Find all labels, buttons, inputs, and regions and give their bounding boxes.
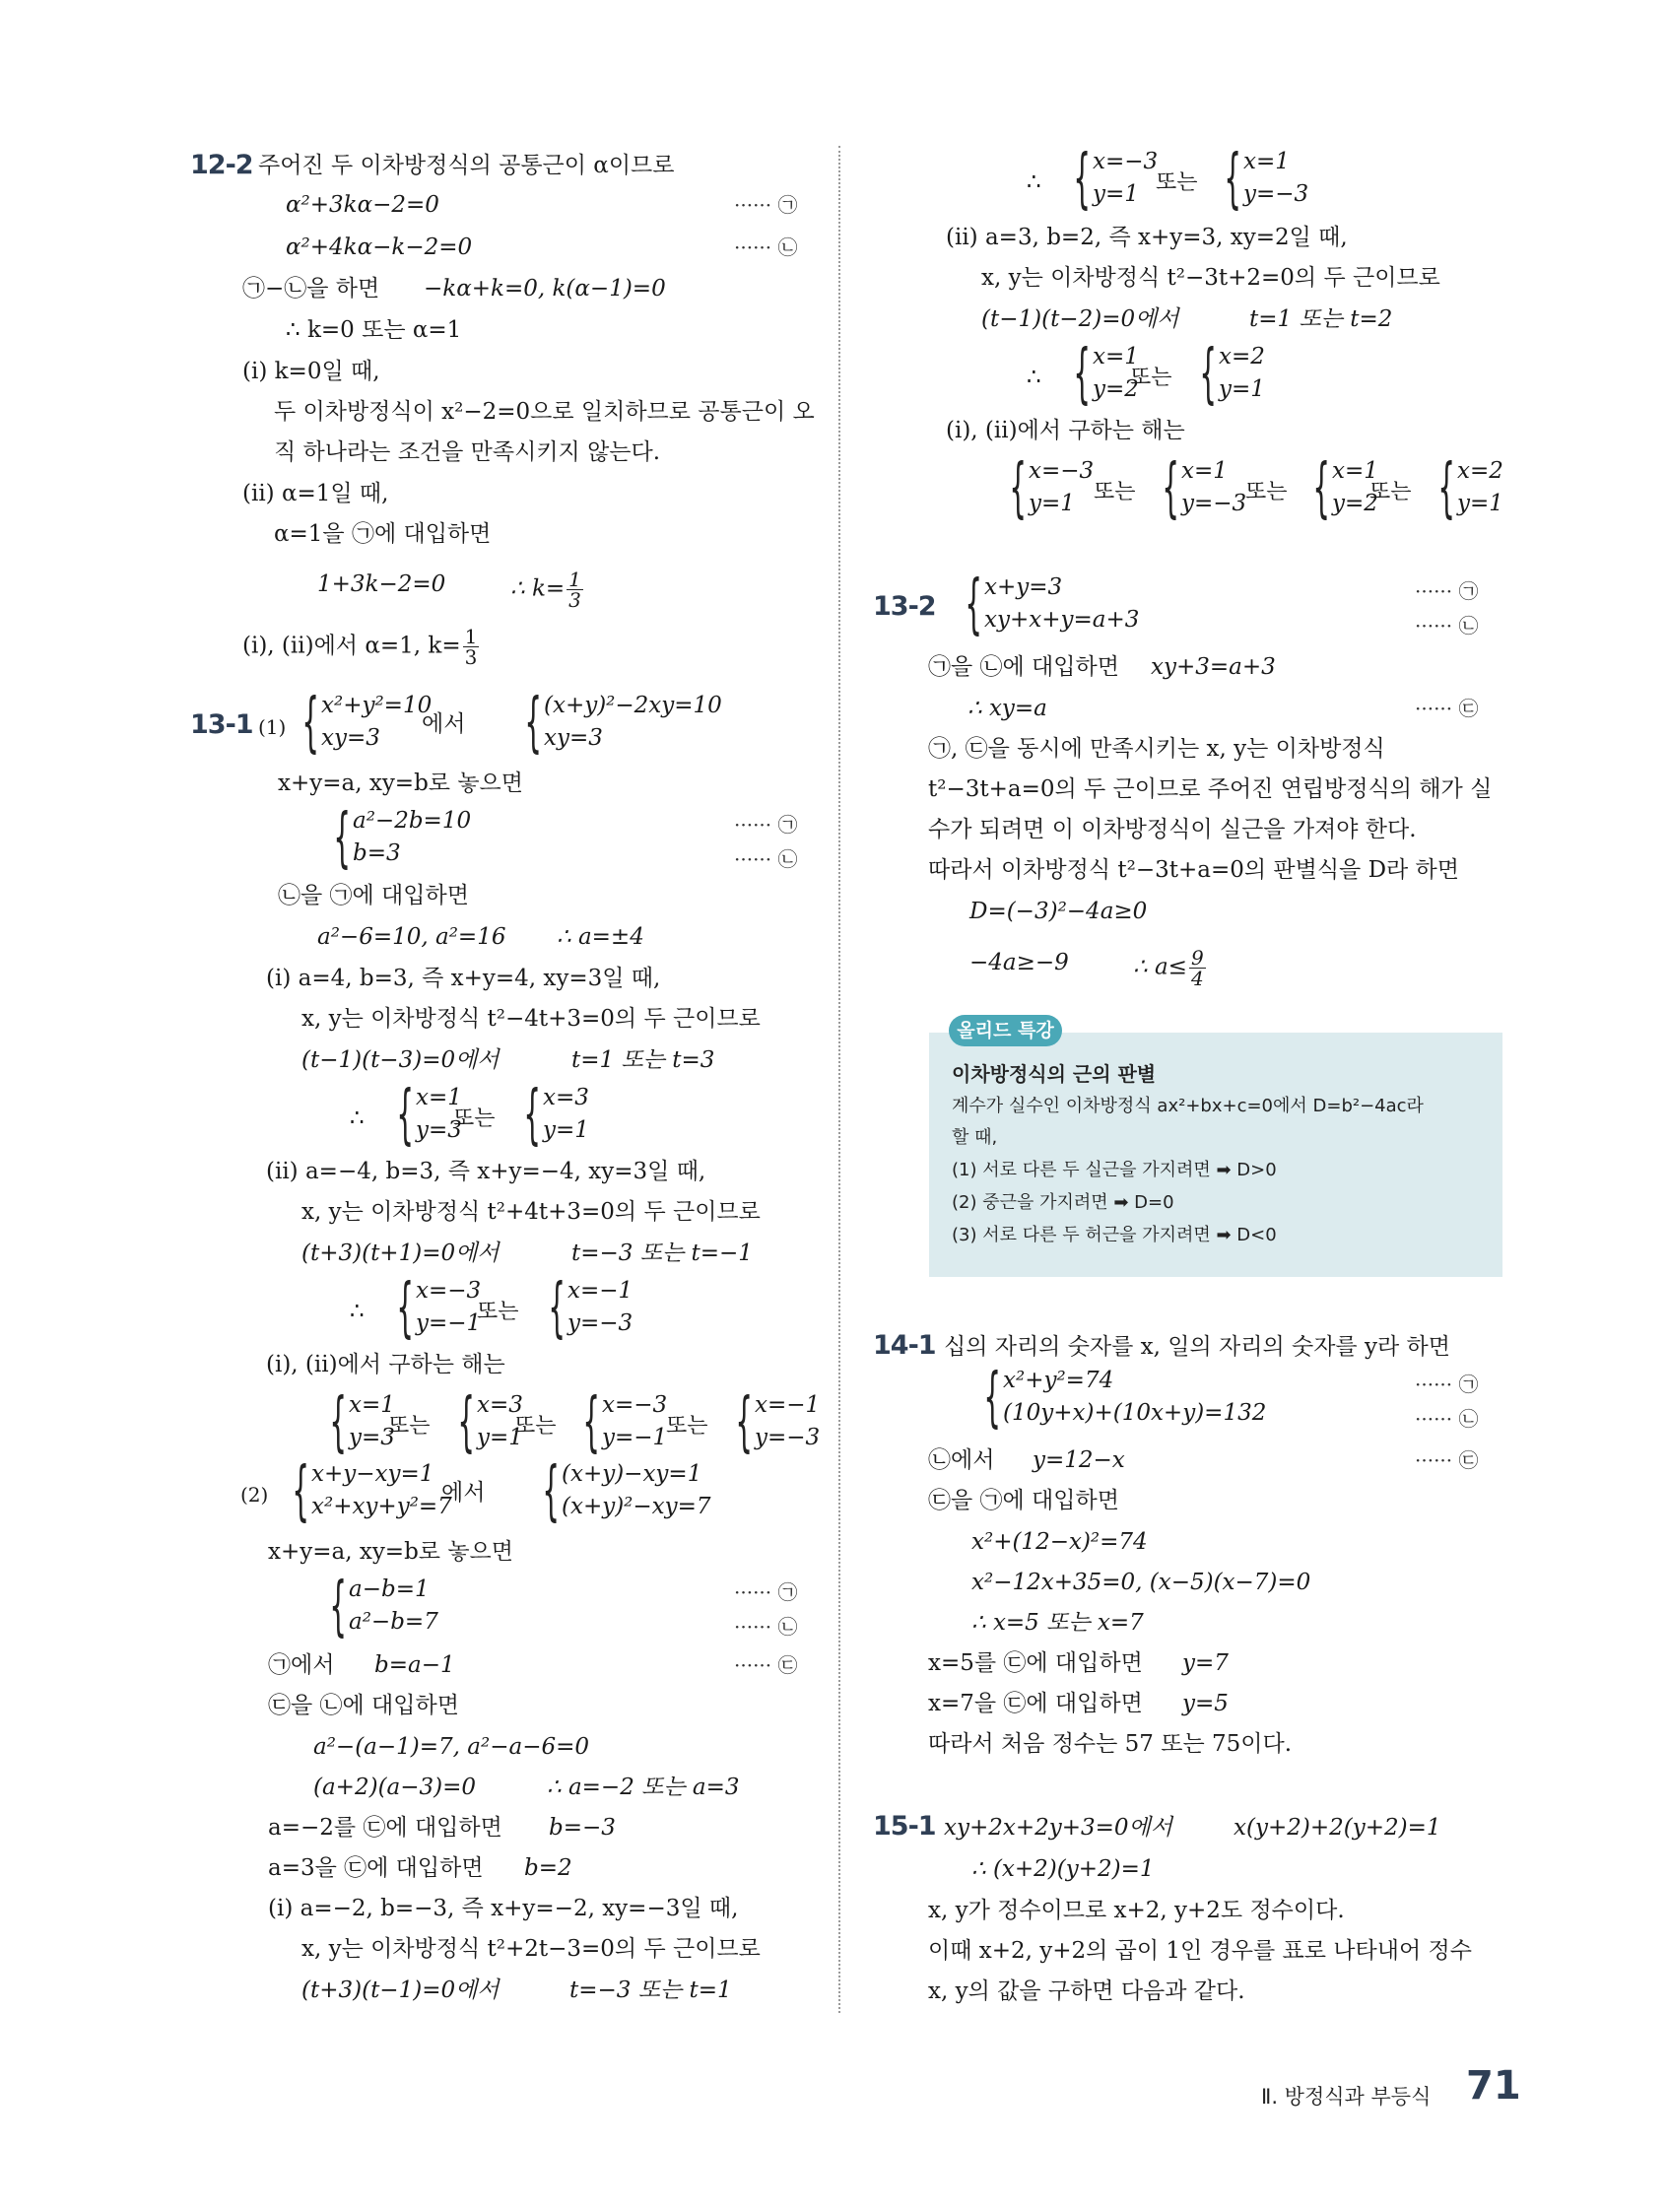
equation-result: ∴ x=5 또는 x=7: [971, 1610, 1144, 1636]
or-label: 또는: [1094, 480, 1136, 504]
therefore-symbol: ∴: [350, 1106, 365, 1131]
marker-3: ······ ㉢: [1415, 697, 1479, 720]
case-2-result: t=−3 또는 t=−1: [571, 1240, 753, 1266]
substitution-result: y=7: [1182, 1650, 1229, 1676]
equation: x(y+2)+2(y+2)=1: [1234, 1815, 1441, 1841]
case-1-result: t=−3 또는 t=1: [569, 1977, 732, 2003]
therefore-symbol: ∴: [350, 1299, 365, 1324]
case-2-text: x, y는 이차방정식 t²−3t+2=0의 두 근이므로: [981, 265, 1440, 291]
substitution-step: ㉢을 ㉡에 대입하면: [268, 1693, 459, 1718]
case-2-heading: (ⅱ) a=3, b=2, 즉 x+y=3, xy=2일 때,: [946, 225, 1348, 250]
tip-item: (2) 중근을 가지려면 ➡ D=0: [952, 1192, 1174, 1213]
explanation-text: 따라서 이차방정식 t²−3t+a=0의 판별식을 D라 하면: [928, 857, 1459, 883]
final-solution-4: { x=2 y=1: [1437, 449, 1503, 525]
problem-14-1-intro: 십의 자리의 숫자를 x, 일의 자리의 숫자를 y라 하면: [944, 1334, 1450, 1360]
system-1: { x+y−xy=1 x²+xy+y²=7: [292, 1452, 452, 1528]
or-label: 또는: [666, 1414, 708, 1439]
substitution-step: x=5를 ㉢에 대입하면: [928, 1650, 1143, 1676]
substitution-step: ㉢을 ㉠에 대입하면: [928, 1488, 1119, 1513]
solution-system: { x=−1 y=−3: [548, 1269, 634, 1345]
solution-system: { x=1 y=−3: [1224, 140, 1309, 216]
case-1-text: x, y는 이차방정식 t²+2t−3=0의 두 근이므로: [301, 1936, 761, 1962]
case-conclusion: (ⅰ), (ⅱ)에서 구하는 해는: [266, 1352, 505, 1377]
case-1-heading: (ⅰ) a=−2, b=−3, 즉 x+y=−2, xy=−3일 때,: [268, 1896, 739, 1921]
equation-2: α²+4kα−k−2=0: [286, 235, 473, 260]
from-equation: y=12−x: [1033, 1447, 1125, 1473]
marker-1: ······ ㉠: [1415, 1373, 1479, 1396]
equation: x²+(12−x)²=74: [971, 1529, 1148, 1555]
page-number: 71: [1466, 2063, 1521, 2109]
or-label: 또는: [388, 1414, 431, 1439]
tip-item: (1) 서로 다른 두 실근을 가지려면 ➡ D>0: [952, 1160, 1277, 1180]
step-subtract-eq: −kα+k=0, k(α−1)=0: [424, 276, 666, 302]
final-solution-1: { x=−3 y=1: [1009, 449, 1095, 525]
problem-number-13-2: 13-2: [873, 591, 936, 622]
explanation-text: ㉠, ㉢을 동시에 만족시키는 x, y는 이차방정식: [928, 736, 1385, 762]
system-2: { (x+y)−xy=1 (x+y)²−xy=7: [542, 1452, 711, 1528]
marker-1: ······ ㉠: [734, 1580, 798, 1604]
marker-2: ······ ㉡: [1415, 614, 1479, 637]
or-label: 또는: [477, 1300, 519, 1324]
equation: a²−(a−1)=7, a²−a−6=0: [313, 1734, 590, 1760]
explanation-text: x, y의 값을 구하면 다음과 같다.: [928, 1978, 1245, 2004]
solution-system: { x=2 y=1: [1199, 335, 1265, 411]
substitution-text: x+y=a, xy=b로 놓으면: [268, 1539, 513, 1565]
case-1-equation: (t−1)(t−3)=0에서: [301, 1047, 500, 1073]
tip-item: (3) 서로 다른 두 허근을 가지려면 ➡ D<0: [952, 1225, 1277, 1245]
case-2-text: x, y는 이차방정식 t²+4t+3=0의 두 근이므로: [301, 1199, 761, 1225]
substitution-text: x+y=a, xy=b로 놓으면: [278, 771, 523, 796]
final-solution-3: { x=1 y=2: [1312, 449, 1378, 525]
case-1-equation: (t+3)(t−1)=0에서: [301, 1977, 500, 2003]
substitution-equation: xy+3=a+3: [1151, 654, 1276, 680]
substitution-step: x=7을 ㉢에 대입하면: [928, 1691, 1143, 1716]
equation: xy+2x+2y+3=0에서: [944, 1815, 1172, 1841]
tip-badge: 올리드 특강: [949, 1015, 1062, 1046]
explanation-text: x, y가 정수이므로 x+2, y+2도 정수이다.: [928, 1898, 1345, 1923]
eseo-label: 에서: [441, 1480, 486, 1506]
equation-result: ∴ a=−2 또는 a=3: [547, 1775, 740, 1800]
equation: x²−12x+35=0, (x−5)(x−7)=0: [971, 1570, 1311, 1595]
marker-2: ······ ㉡: [1415, 1407, 1479, 1431]
system-2: { (x+y)²−2xy=10 xy=3: [524, 684, 722, 760]
discriminant-equation: D=(−3)²−4a≥0: [969, 899, 1148, 924]
eseo-label: 에서: [422, 711, 466, 737]
tip-text: 할 때,: [952, 1127, 998, 1148]
system-3: { a²−2b=10 b=3: [333, 799, 472, 875]
or-label: 또는: [1156, 170, 1198, 195]
marker-1: ······ ㉠: [734, 813, 798, 837]
equation-result: ∴ (x+2)(y+2)=1: [971, 1856, 1155, 1882]
substitution-step: a=−2를 ㉢에 대입하면: [268, 1815, 502, 1841]
final-solution-2: { x=3 y=1: [457, 1383, 523, 1459]
substitution-step: ㉠을 ㉡에 대입하면: [928, 654, 1119, 680]
case-1-text: 직 하나라는 조건을 만족시키지 않는다.: [274, 439, 661, 465]
equation-a: a²−6=10, a²=16: [317, 924, 506, 950]
or-label: 또는: [453, 1106, 496, 1131]
substitution-result: b=−3: [549, 1815, 616, 1841]
problem-number-14-1: 14-1: [873, 1330, 936, 1361]
from-equation: b=a−1: [374, 1652, 455, 1678]
marker-2: ······ ㉡: [734, 235, 798, 259]
equation-a-result: ∴ a=±4: [557, 924, 644, 950]
problem-number-12-2: 12-2: [190, 150, 253, 180]
marker-1: ······ ㉠: [1415, 579, 1479, 603]
tip-title: 이차방정식의 근의 판별: [952, 1062, 1157, 1086]
solution-system: { x=1 y=2: [1073, 335, 1139, 411]
solution-system: { x=3 y=1: [523, 1076, 589, 1152]
case-2-heading: (ⅱ) α=1일 때,: [242, 481, 389, 506]
marker-2: ······ ㉡: [734, 1615, 798, 1639]
problem-number-15-1: 15-1: [873, 1811, 936, 1842]
case-2-equation: (t−1)(t−2)=0에서: [981, 306, 1179, 332]
inequality-result: ∴ a≤ $\frac{9}{4}$: [1133, 946, 1204, 990]
case-2-equation: (t+3)(t+1)=0에서: [301, 1240, 500, 1266]
system-13-2: { x+y=3 xy+x+y=a+3: [965, 566, 1140, 641]
problem-12-2-intro: 주어진 두 이차방정식의 공통근이 α이므로: [258, 153, 675, 178]
system-3: { a−b=1 a²−b=7: [329, 1568, 438, 1643]
column-divider: [838, 146, 840, 2013]
marker-2: ······ ㉡: [734, 847, 798, 871]
explanation-text: 수가 되려면 이 이차방정식이 실근을 가져야 한다.: [928, 817, 1417, 842]
substitution-result: b=2: [524, 1855, 572, 1881]
final-solution-3: { x=−3 y=−1: [582, 1383, 668, 1459]
case-conclusion: (ⅰ), (ⅱ)에서 구하는 해는: [946, 418, 1185, 443]
final-solution-2: { x=1 y=−3: [1162, 449, 1247, 525]
therefore-symbol: ∴: [1027, 169, 1041, 195]
or-label: 또는: [1245, 480, 1288, 504]
case-2-heading: (ⅱ) a=−4, b=3, 즉 x+y=−4, xy=3일 때,: [266, 1159, 706, 1184]
case-2-result: ∴ k= $\frac{1}{3}$: [510, 568, 581, 612]
marker-1: ······ ㉠: [734, 193, 798, 217]
explanation-text: t²−3t+a=0의 두 근이므로 주어진 연립방정식의 해가 실: [928, 776, 1493, 802]
part-1-label: (1): [258, 715, 287, 739]
case-1-heading: (ⅰ) a=4, b=3, 즉 x+y=4, xy=3일 때,: [266, 966, 661, 991]
solution-system: { x=−3 y=1: [1073, 140, 1159, 216]
chapter-label: Ⅱ. 방정식과 부등식: [1261, 2085, 1432, 2109]
final-solution-1: { x=1 y=3: [329, 1383, 395, 1459]
substitution-step: a=3을 ㉢에 대입하면: [268, 1855, 484, 1881]
case-2-result: t=1 또는 t=2: [1249, 306, 1393, 332]
fraction: $\frac{1}{3}$: [568, 568, 581, 612]
solution-system: { x=−3 y=−1: [396, 1269, 482, 1345]
tip-text: 계수가 실수인 이차방정식 ax²+bx+c=0에서 D=b²−4ac라: [952, 1096, 1424, 1116]
system-14-1: { x²+y²=74 (10y+x)+(10x+y)=132: [983, 1359, 1267, 1435]
problem-number-13-1: 13-1: [190, 709, 253, 740]
solution-system: { x=1 y=3: [396, 1076, 462, 1152]
substitution-step: ㉡을 ㉠에 대입하면: [278, 883, 469, 908]
substitution-result: y=5: [1182, 1691, 1229, 1716]
case-2-text: α=1을 ㉠에 대입하면: [274, 521, 492, 547]
substitution-result: ∴ xy=a: [967, 696, 1047, 721]
or-label: 또는: [1130, 366, 1172, 390]
part-2-label: (2): [240, 1483, 269, 1507]
case-1-text: x, y는 이차방정식 t²−4t+3=0의 두 근이므로: [301, 1006, 761, 1032]
case-1-heading: (ⅰ) k=0일 때,: [242, 359, 380, 384]
problem-12-2-conclusion: (ⅰ), (ⅱ)에서 α=1, k= $\frac{1}{3}$: [242, 625, 478, 669]
marker-3: ······ ㉢: [1415, 1448, 1479, 1472]
fraction: $\frac{1}{3}$: [464, 625, 478, 669]
from-step: ㉠에서: [268, 1652, 335, 1678]
case-1-result: t=1 또는 t=3: [571, 1047, 715, 1073]
step-result: ∴ k=0 또는 α=1: [286, 317, 462, 343]
final-solution-4: { x=−1 y=−3: [735, 1383, 821, 1459]
equation: (a+2)(a−3)=0: [313, 1775, 477, 1800]
system-1: { x²+y²=10 xy=3: [301, 684, 433, 760]
or-label: 또는: [514, 1414, 557, 1439]
problem-14-1-conclusion: 따라서 처음 정수는 57 또는 75이다.: [928, 1731, 1293, 1757]
fraction: $\frac{9}{4}$: [1190, 946, 1204, 990]
inequality: −4a≥−9: [969, 950, 1069, 975]
therefore-symbol: ∴: [1027, 365, 1041, 390]
marker-3: ······ ㉢: [734, 1653, 798, 1677]
from-step: ㉡에서: [928, 1447, 995, 1473]
step-subtract: ㉠−㉡을 하면: [242, 276, 380, 302]
equation-1: α²+3kα−2=0: [286, 192, 439, 218]
or-label: 또는: [1369, 480, 1412, 504]
case-2-equation: 1+3k−2=0: [317, 571, 446, 597]
case-1-text: 두 이차방정식이 x²−2=0으로 일치하므로 공통근이 오: [274, 399, 815, 425]
explanation-text: 이때 x+2, y+2의 곱이 1인 경우를 표로 나타내어 정수: [928, 1938, 1472, 1964]
